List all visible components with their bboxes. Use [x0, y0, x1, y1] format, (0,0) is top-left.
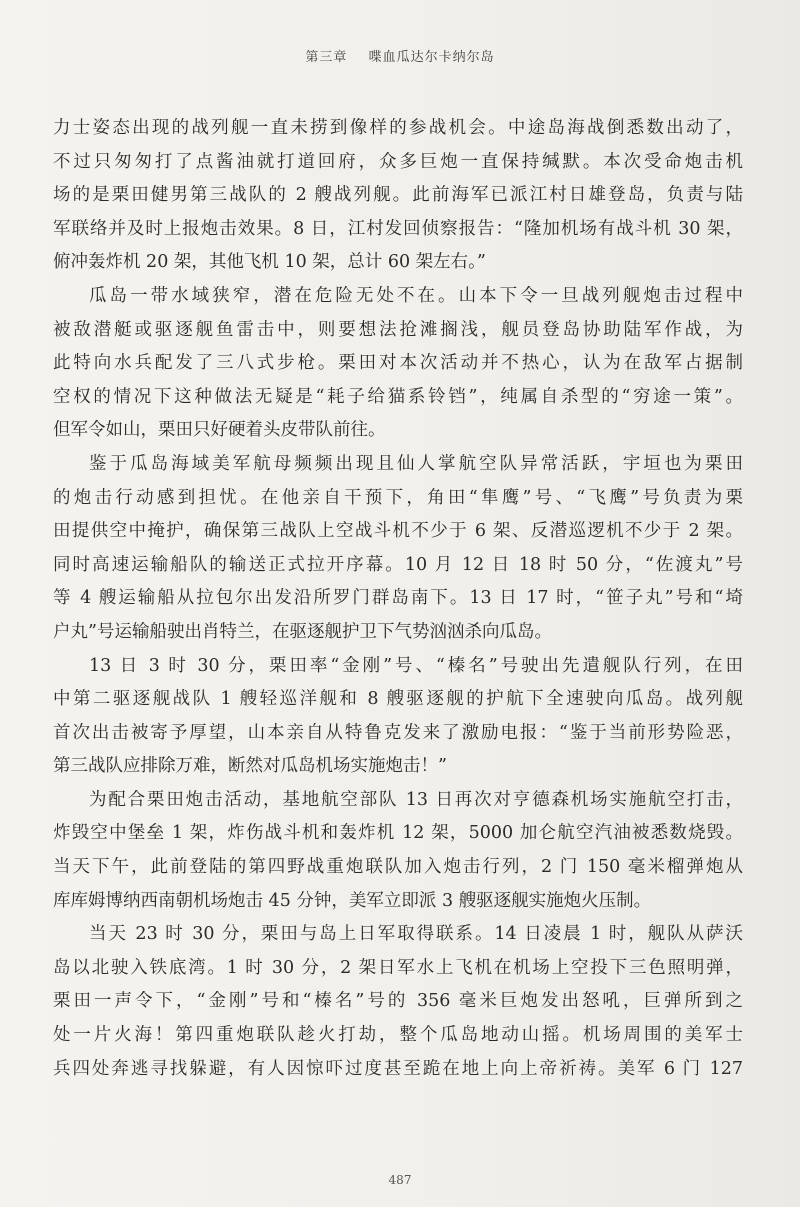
- text-line: 兵四处奔逃寻找躲避，有人因惊吓过度甚至跪在地上向上帝祈祷。美军 6 门 127: [53, 1058, 743, 1079]
- text-line: 首次出击被寄予厚望，山本亲自从特鲁克发来了激励电报：“鉴于当前形势险恶，: [53, 722, 743, 743]
- text-line: 被敌潜艇或驱逐舰鱼雷击中，则要想法抢滩搁浅，舰员登岛协助陆军作战，为: [53, 319, 743, 340]
- text-line: 库库姆博纳西南朝机场炮击 45 分钟，美军立即派 3 艘驱逐舰实施炮火压制。: [53, 890, 652, 911]
- text-line: 岛以北驶入铁底湾。1 时 30 分，2 架日军水上飞机在机场上空投下三色照明弹，: [53, 957, 743, 978]
- text-line: 力士姿态出现的战列舰一直未捞到像样的参战机会。中途岛海战倒悉数出动了，: [53, 118, 743, 138]
- text-line: 空权的情况下这种做法无疑是“耗子给猫系铃铛”，纯属自杀型的“穷途一策”。: [53, 386, 743, 407]
- text-line: 中第二驱逐舰战队 1 艘轻巡洋舰和 8 艘驱逐舰的护航下全速驶向瓜岛。战列舰: [53, 689, 743, 710]
- text-line: 当天 23 时 30 分，栗田与岛上日军取得联系。14 日凌晨 1 时，舰队从萨沃: [89, 924, 743, 945]
- page-number: 487: [388, 1173, 412, 1187]
- text-line: 此特向水兵配发了三八式步枪。栗田对本次活动并不热心，认为在敌军占据制: [53, 353, 743, 374]
- chapter-title: 喋血瓜达尔卡纳尔岛: [368, 50, 495, 65]
- text-line: 不过只匆匆打了点酱油就打道回府，众多巨炮一直保持缄默。本次受命炮击机: [53, 151, 743, 172]
- text-line: 户丸”号运输船驶出肖特兰，在驱逐舰护卫下气势汹汹杀向瓜岛。: [53, 621, 552, 642]
- text-line: 田提供空中掩护，确保第三战队上空战斗机不少于 6 架、反潜巡逻机不少于 2 架。: [53, 521, 743, 542]
- body-text: [53, 112, 743, 1086]
- text-line: 处一片火海！第四重炮联队趁火打劫，整个瓜岛地动山摇。机场周围的美军士: [53, 1025, 743, 1046]
- text-line: 等 4 艘运输船从拉包尔出发沿所罗门群岛南下。13 日 17 时，“笹子丸”号和“埼: [53, 588, 743, 609]
- text-line: 13 日 3 时 30 分，栗田率“金刚”号、“榛名”号驶出先遣舰队行列，在田: [89, 655, 743, 676]
- chapter-label: 第三章: [305, 50, 348, 65]
- text-line: 场的是栗田健男第三战队的 2 艘战列舰。此前海军已派江村日雄登岛，负责与陆: [53, 185, 743, 206]
- text-line: 栗田一声令下，“金刚”号和“榛名”号的 356 毫米巨炮发出怒吼，巨弹所到之: [53, 991, 743, 1012]
- text-line: 当天下午，此前登陆的第四野战重炮联队加入炮击行列，2 门 150 毫米榴弹炮从: [53, 857, 743, 878]
- text-line: 军联络并及时上报炮击效果。8 日，江村发回侦察报告：“隆加机场有战斗机 30 架，: [53, 218, 743, 239]
- text-line: 第三战队应排除万难，断然对瓜岛机场实施炮击！”: [53, 756, 447, 777]
- text-line: 为配合栗田炮击活动，基地航空部队 13 日再次对亨德森机场实施航空打击，: [89, 789, 743, 810]
- text-line: 但军令如山，栗田只好硬着头皮带队前往。: [53, 420, 386, 441]
- text-line: 炸毁空中堡垒 1 架，炸伤战斗机和轰炸机 12 架，5000 加仑航空汽油被悉数烧毁。: [53, 823, 743, 844]
- text-line: 鉴于瓜岛海域美军航母频频出现且仙人掌航空队异常活跃，宇垣也为栗田: [89, 453, 743, 474]
- text-line: 俯冲轰炸机 20 架，其他飞机 10 架，总计 60 架左右。”: [53, 252, 486, 273]
- text-line: 的炮击行动感到担忧。在他亲自干预下，角田“隼鹰”号、“飞鹰”号负责为栗: [53, 487, 743, 508]
- text-line: 同时高速运输船队的输送正式拉开序幕。10 月 12 日 18 时 50 分，“佐渡丸”号: [53, 554, 743, 575]
- text-line: 瓜岛一带水域狭窄，潜在危险无处不在。山本下令一旦战列舰炮击过程中: [89, 285, 743, 306]
- running-header: [0, 46, 800, 65]
